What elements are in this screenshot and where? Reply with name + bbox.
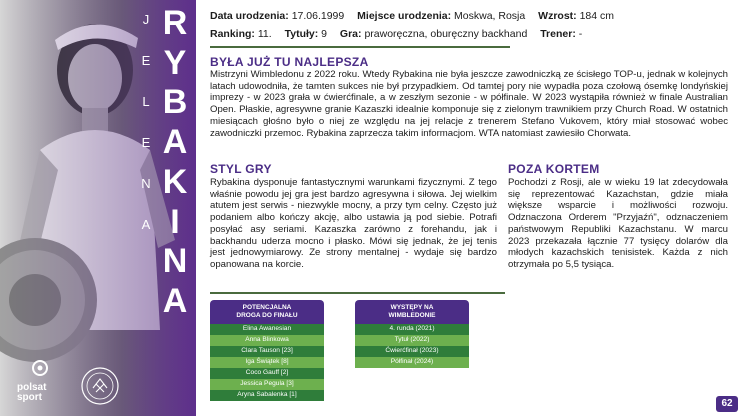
birth-date-value: 17.06.1999: [291, 10, 345, 22]
table-row: Clara Tauson [23]: [210, 346, 324, 357]
table-header-line: WIMBLEDONIE: [388, 312, 436, 319]
ranking-label: Ranking:: [210, 28, 255, 40]
section-text: Mistrzyni Wimbledonu z 2022 roku. Wtedy Rybakina nie była jeszcze zawodniczką ze ścisłego TOP-u, jednak w kolejnych latach udowodniła, że tamten sukces nie był przypadkiem. Od tamtej pory nie wypadła poza czołową ósemkę londyńskiej imprezy - w 2023 grała w ćwierćfinale, a w zeszłym sezonie - w półfinale. W 2023 wystąpiła również w finale Australian Open. Płaskie, agresywne granie Kazaszki idealnie komponuje się z zielonym trawnikiem przy Church Road. W ostatnich miesiącach głośno było o niej ze względu na jej relacje z trenerem Stefano Vukovem, który miał stosować wobec zawodniczki przemoc. Rybakina zaprzecza takim informacjom. WTA natomiast zawiesiło Chorwata.: [210, 69, 728, 139]
titles-label: Tytuły:: [284, 28, 319, 40]
table-header: [210, 300, 324, 324]
potential-draw-table: [210, 300, 324, 401]
table-row: Tytuł (2022): [355, 335, 469, 346]
player-portrait-panel: [0, 0, 196, 416]
table-row: Jessica Pegula [3]: [210, 379, 324, 390]
table-row: Aryna Sabalenka [1]: [210, 390, 324, 401]
first-name-letter: J: [142, 12, 150, 27]
first-name-letter: A: [141, 217, 151, 232]
section-text: Rybakina dysponuje fantastycznymi warunkami fizycznymi. Z tego właśnie powodu jej gra jest bardzo agresywna i siłowa. Jej wielkim atutem jest serwis - niezwykle mocny, a przy tym celny. Często już podaniem albo kończy akcję, albo ustawia ją pod siebie. Potrafi posyłać asy seriami. Kazaszka zarówno z forehandu, jak i backhandu uderza mocno i płasko. Mówi się jednak, że jej tenis jest jednowymiarowy. Ze strony mentalnej - wydaje się bardzo opanowana na korcie.: [210, 177, 497, 270]
player-info-row: [210, 28, 592, 40]
first-name-vertical: [136, 12, 156, 232]
height-value: 184 cm: [579, 10, 615, 22]
birth-place-label: Miejsce urodzenia:: [357, 10, 452, 22]
coach-label: Trener:: [540, 28, 576, 40]
first-name-letter: E: [141, 135, 151, 150]
titles-value: 9: [321, 28, 327, 40]
broadcaster-line: sport: [17, 392, 42, 403]
section-heading: STYL GRY: [210, 162, 272, 176]
height-label: Wzrost:: [538, 10, 577, 22]
divider: [210, 46, 510, 48]
section-heading: POZA KORTEM: [508, 162, 600, 176]
table-row: Iga Świątek [8]: [210, 357, 324, 368]
birth-place-value: Moskwa, Rosja: [454, 10, 526, 22]
birth-date-label: Data urodzenia:: [210, 10, 289, 22]
table-header: [355, 300, 469, 324]
divider: [210, 292, 505, 294]
table-header-line: WYSTĘPY NA: [390, 304, 434, 311]
table-header-line: POTENCJALNA: [242, 304, 292, 311]
wimbledon-results-table: [355, 300, 469, 368]
last-name-letter: I: [170, 202, 180, 241]
last-name-letter: B: [162, 83, 188, 122]
first-name-letter: E: [141, 53, 151, 68]
section-text: Pochodzi z Rosji, ale w wieku 19 lat zdecydowała się reprezentować Kazachstan, gdzie miała większe wsparcie i możliwości rozwoju. Odznaczona Orderem "Przyjaźń", odznaczeniem państwowym Republiki Kazachstanu. W marcu 2023 przekazała łącznie 77 tysięcy dolarów dla młodych kazachskich tenisistek. Każda z nich otrzymała po 5,5 tysiąca.: [508, 177, 728, 270]
ranking-value: 11.: [257, 28, 272, 40]
section-heading: BYŁA JUŻ TU NAJLEPSZA: [210, 55, 369, 69]
play-label: Gra:: [339, 28, 362, 40]
coach-value: -: [578, 28, 583, 40]
last-name-letter: R: [162, 4, 188, 42]
first-name-letter: N: [141, 176, 151, 191]
first-name-letter: L: [142, 94, 150, 109]
table-header-line: DROGA DO FINAŁU: [236, 312, 298, 319]
last-name-vertical: [158, 6, 192, 318]
last-name-letter: A: [162, 123, 188, 162]
last-name-letter: K: [162, 162, 188, 201]
table-row: Półfinał (2024): [355, 357, 469, 368]
player-info-row: [210, 10, 624, 22]
table-row: Elina Awanesian: [210, 324, 324, 335]
last-name-letter: N: [162, 242, 188, 281]
page-number: 62: [716, 396, 738, 412]
broadcaster-name: [17, 383, 46, 403]
last-name-letter: Y: [163, 43, 187, 82]
broadcaster-line: polsat: [17, 382, 47, 393]
table-row: Ćwierćfinał (2023): [355, 346, 469, 357]
wimbledon-logo: [80, 366, 120, 406]
play-value: praworęczna, oburęczny backhand: [364, 28, 528, 40]
table-row: Coco Gauff [2]: [210, 368, 324, 379]
last-name-letter: A: [162, 281, 188, 320]
table-row: 4. runda (2021): [355, 324, 469, 335]
table-row: Anna Blinkowa: [210, 335, 324, 346]
